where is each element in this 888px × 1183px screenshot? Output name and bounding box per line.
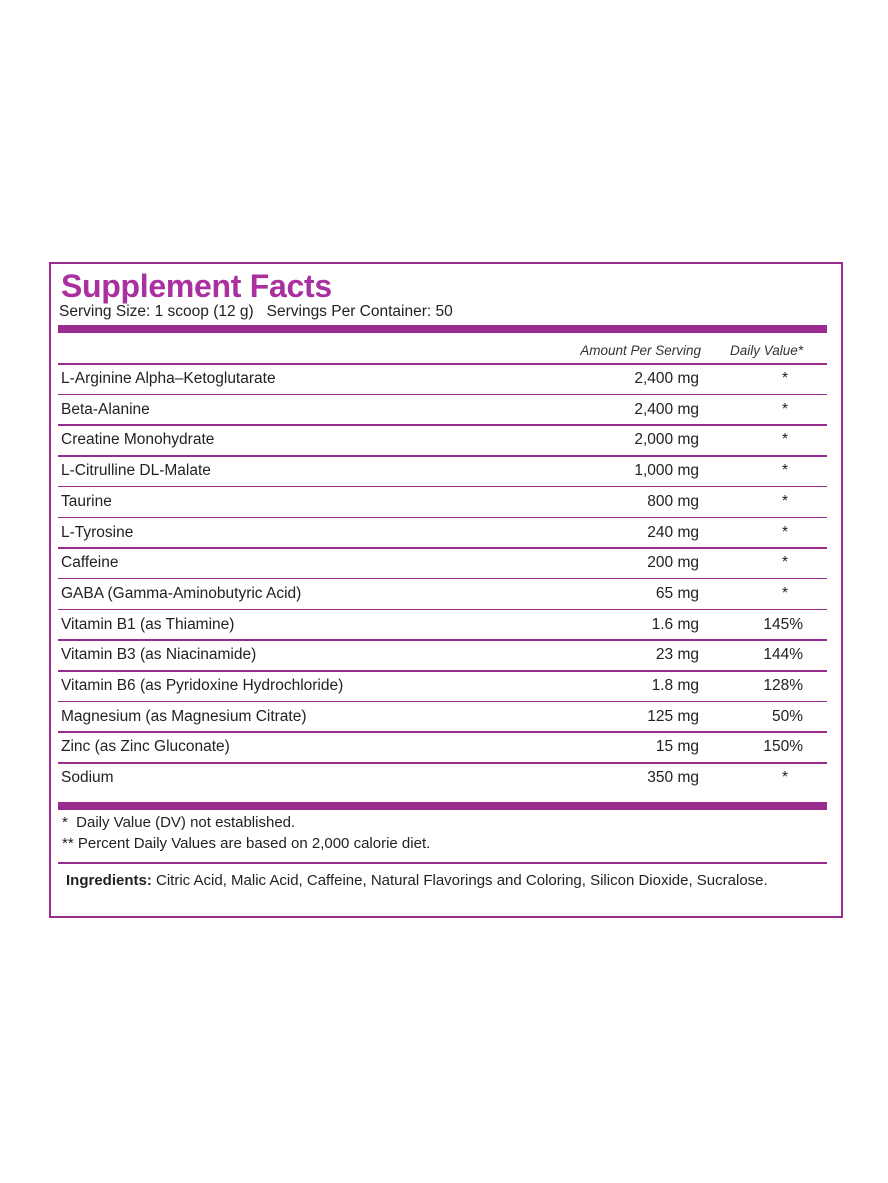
table-row	[58, 517, 827, 548]
table-row	[58, 731, 827, 762]
nutrient-name: GABA (Gamma-Aminobutyric Acid)	[61, 584, 302, 602]
nutrient-name: Vitamin B6 (as Pyridoxine Hydrochloride)	[61, 677, 344, 694]
nutrient-daily-value: *	[781, 492, 788, 510]
nutrient-amount: 2,400 mg	[634, 370, 699, 387]
nutrient-name: L-Citrulline DL-Malate	[61, 462, 211, 480]
nutrient-daily-value: *	[781, 400, 788, 418]
panel-title: Supplement Facts	[61, 268, 332, 304]
nutrient-amount: 65 mg	[655, 584, 699, 602]
nutrient-daily-value: *	[781, 584, 788, 602]
nutrient-amount: 1.6 mg	[651, 615, 699, 633]
table-row	[58, 424, 827, 455]
nutrient-daily-value: *	[781, 462, 788, 480]
nutrient-amount: 1,000 mg	[634, 462, 699, 480]
nutrient-daily-value: *	[781, 769, 788, 787]
ingredients-text: Citric Acid, Malic Acid, Caffeine, Natural Flavorings and Coloring, Silicon Dioxide, Sucralose.	[156, 872, 768, 889]
ingredients-divider	[58, 862, 827, 864]
table-row	[58, 701, 827, 732]
table-row	[58, 762, 827, 793]
nutrient-daily-value: 145%	[763, 615, 803, 633]
nutrient-name: Caffeine	[61, 554, 119, 572]
nutrient-amount: 125 mg	[647, 707, 699, 725]
ingredients-label: Ingredients:	[66, 872, 152, 889]
serving-info: Serving Size: 1 scoop (12 g) Servings Per Container: 50	[59, 303, 453, 320]
supplement-facts-panel	[49, 262, 843, 918]
nutrient-amount: 2,000 mg	[634, 431, 699, 449]
nutrient-amount: 1.8 mg	[651, 677, 699, 694]
nutrient-name: Vitamin B3 (as Niacinamide)	[61, 646, 257, 664]
top-thick-rule	[58, 325, 827, 333]
nutrient-name: Vitamin B1 (as Thiamine)	[61, 615, 235, 633]
nutrient-amount: 200 mg	[647, 554, 699, 572]
ingredients-block	[66, 871, 827, 891]
nutrient-amount: 2,400 mg	[634, 400, 699, 418]
daily-value-column-header: Daily Value*	[729, 343, 803, 358]
nutrient-name: Magnesium (as Magnesium Citrate)	[61, 707, 307, 725]
nutrient-amount: 23 mg	[655, 646, 699, 664]
nutrient-name: Taurine	[61, 492, 112, 510]
nutrient-daily-value: 144%	[763, 646, 803, 664]
bottom-thick-rule	[58, 802, 827, 810]
nutrient-daily-value: *	[781, 523, 788, 541]
nutrient-name: Sodium	[61, 769, 114, 787]
table-row	[58, 609, 827, 640]
table-row	[58, 670, 827, 701]
table-row	[58, 486, 827, 517]
nutrient-daily-value: 150%	[763, 738, 803, 756]
table-row	[58, 394, 827, 425]
table-row	[58, 363, 827, 394]
footnote-dv: * Daily Value (DV) not established.	[62, 814, 296, 831]
footnote-percent: ** Percent Daily Values are based on 2,000 calorie diet.	[62, 835, 431, 852]
nutrient-daily-value: *	[781, 370, 788, 387]
nutrient-amount: 800 mg	[647, 492, 699, 510]
amount-column-header: Amount Per Serving	[580, 343, 701, 358]
table-row	[58, 547, 827, 578]
nutrient-amount: 350 mg	[647, 769, 699, 787]
nutrient-daily-value: 50%	[771, 707, 803, 725]
nutrient-amount: 15 mg	[655, 738, 699, 756]
table-row	[58, 639, 827, 670]
nutrient-name: Zinc (as Zinc Gluconate)	[61, 738, 230, 756]
nutrient-name: L-Tyrosine	[61, 523, 134, 541]
nutrient-name: Creatine Monohydrate	[61, 431, 215, 449]
nutrient-daily-value: *	[781, 554, 788, 572]
nutrient-daily-value: *	[781, 431, 788, 449]
table-row	[58, 455, 827, 486]
nutrient-name: L-Arginine Alpha–Ketoglutarate	[61, 370, 276, 387]
nutrient-daily-value: 128%	[763, 677, 803, 694]
nutrient-amount: 240 mg	[647, 523, 699, 541]
table-row	[58, 578, 827, 609]
nutrient-name: Beta-Alanine	[61, 400, 150, 418]
